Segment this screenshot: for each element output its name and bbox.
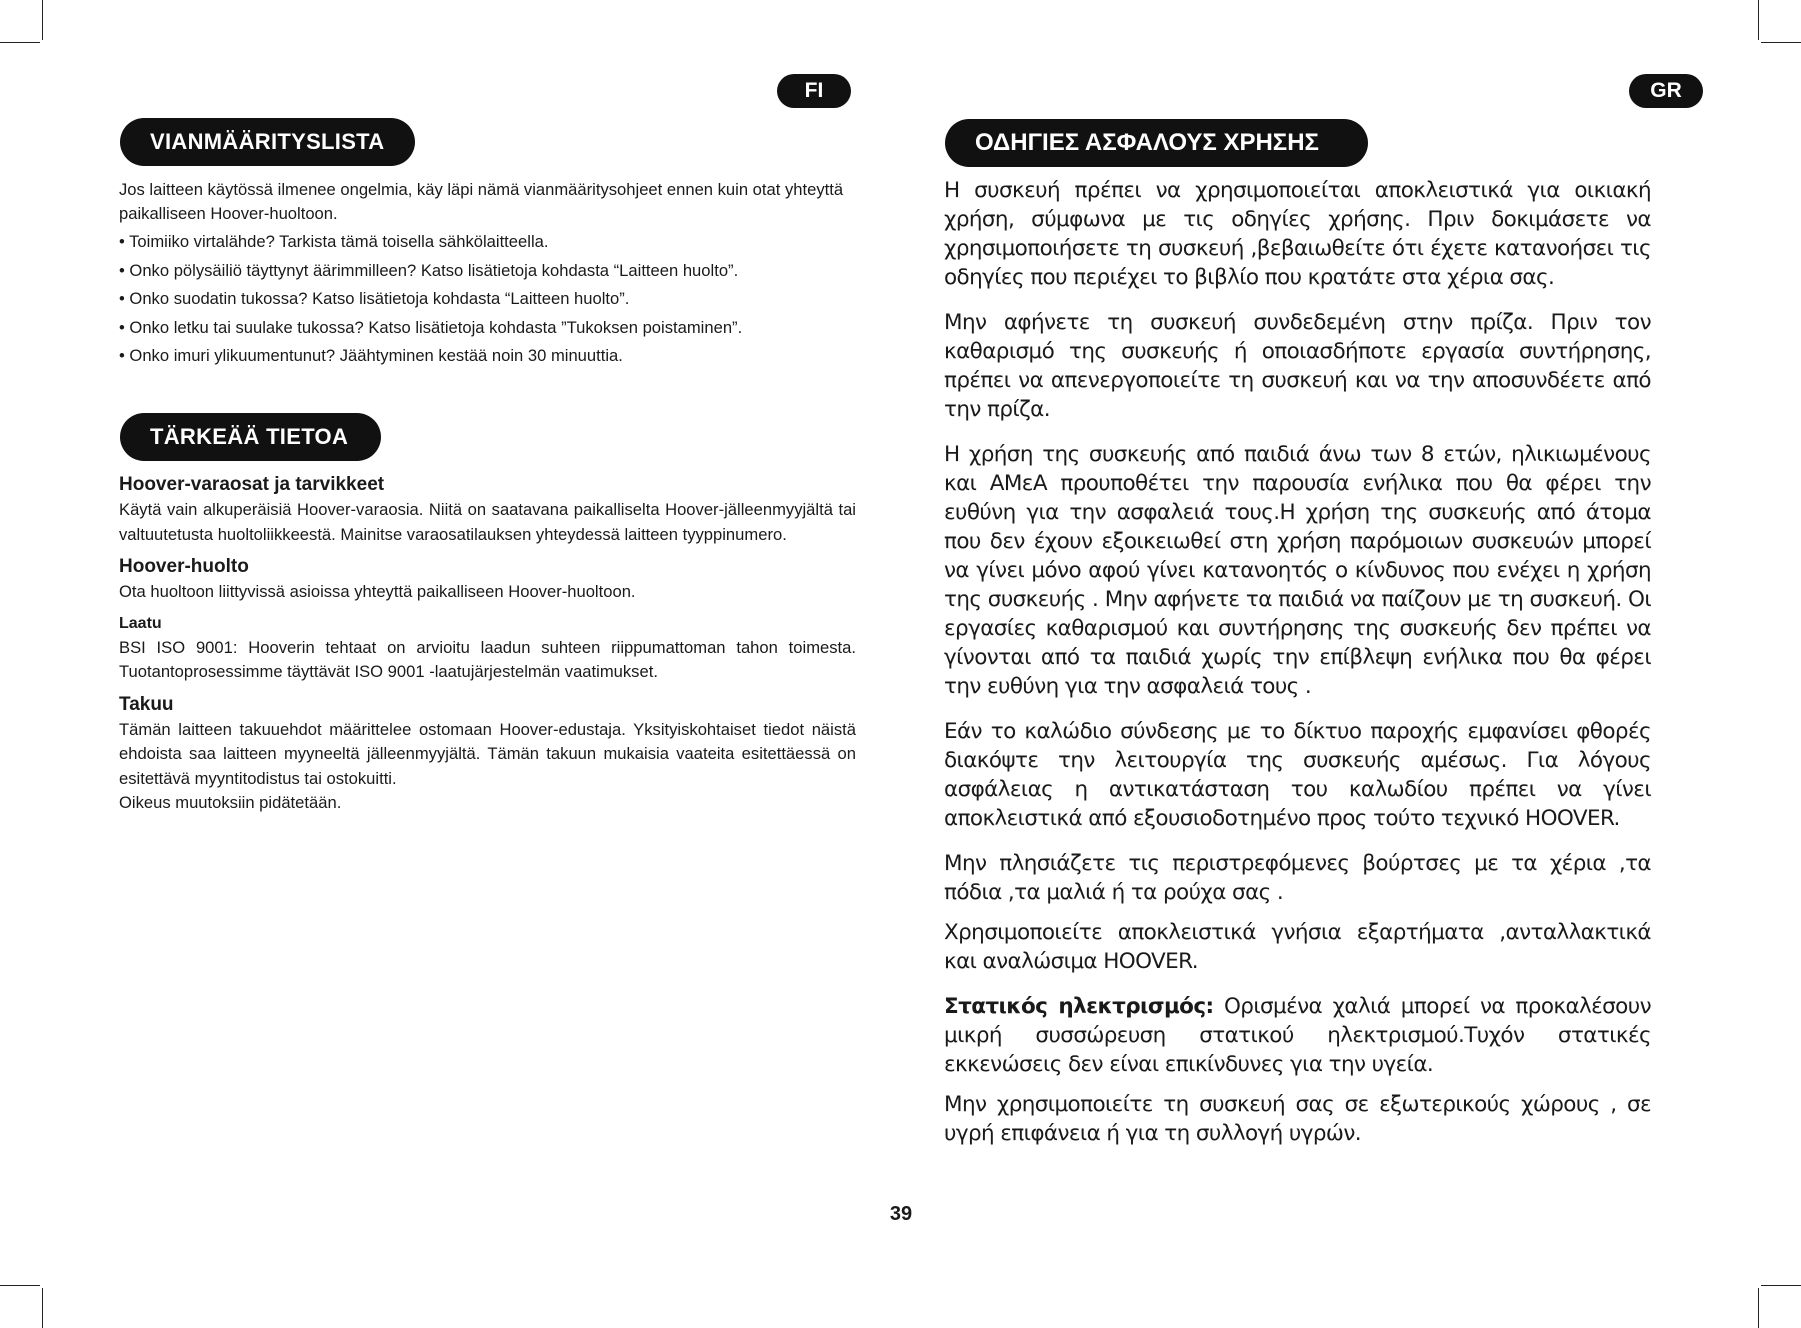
list-item: • Onko imuri ylikuumentunut? Jäähtyminen kestää noin 30 minuuttia. [119,346,623,365]
quality-block [119,612,856,685]
language-tab-gr: GR [1629,74,1703,108]
troubleshooting-list [119,230,856,368]
static-electricity-label: Στατικός ηλεκτρισμός: [944,994,1214,1019]
static-electricity-paragraph [944,992,1651,1079]
section-heading-troubleshooting: VIANMÄÄRITYSLISTA [120,118,415,166]
parts-text: Käytä vain alkuperäisiä Hoover-varaosia. Niitä on saatavana paikalliselta Hoover-jälleenmyyjältä tai valtuutetusta huoltoliikkeestä. Mainitse varaosatilauksen yhteydessä laitteen tyyppinumero. [119,500,856,544]
important-info-section [119,472,856,823]
static-electricity-text: Ορισμένα χαλιά μπορεί να προκαλέσουν μικρή συσσώρευση στατικού ηλεκτρισμού.Τυχόν στατικές εκκενώσεις δεν είναι επικίνδυνες για την υγεία. [944,994,1651,1077]
crop-mark [1761,1285,1801,1286]
warranty-heading: Takuu [119,693,174,715]
troubleshooting-intro: Jos laitteen käytössä ilmenee ongelmia, käy läpi nämä vianmääritysohjeet ennen kuin otat yhteyttä paikalliseen Hoover-huoltoon. [119,180,844,223]
safety-paragraph: Μην χρησιμοποιείτε τη συσκευή σας σε εξωτερικούς χώρους , σε υγρή επιφάνεια ή για τη συλλογή υγρών. [944,1092,1651,1146]
crop-mark [42,1288,43,1328]
section-heading-safety: ΟΔΗΓΙΕΣ ΑΣΦΑΛΟΥΣ ΧΡΗΣΗΣ [945,119,1368,167]
service-text: Ota huoltoon liittyvissä asioissa yhteyttä paikalliseen Hoover-huoltoon. [119,582,636,601]
page-number: 39 [889,1203,913,1225]
list-item: • Toimiiko virtalähde? Tarkista tämä toisella sähkölaitteella. [119,232,549,251]
safety-instructions [944,176,1651,1164]
crop-mark [1761,42,1801,43]
parts-heading: Hoover-varaosat ja tarvikkeet [119,474,385,495]
warranty-block [119,692,856,816]
rights-text: Oikeus muutoksiin pidätetään. [119,793,342,812]
safety-paragraph: Μην πλησιάζετε τις περιστρεφόμενες βούρτσες με τα χέρια ,τα πόδια ,τα μαλιά ή τα ρούχα σας . [944,851,1651,905]
crop-mark [0,1285,40,1286]
list-item: • Onko letku tai suulake tukossa? Katso lisätietoja kohdasta ”Tukoksen poistaminen”. [119,317,743,337]
warranty-text: Tämän laitteen takuuehdot määrittelee ostomaan Hoover-edustaja. Yksityiskohtaiset tiedot näistä ehdoista saa laitteen myyneeltä jälleenmyyjältä. Tämän takuun mukaisia vaateita esitettäessä on esitettävä myyntitodistus tai ostokuitti. [119,719,856,788]
quality-text: BSI ISO 9001: Hooverin tehtaat on arvioitu laadun suhteen riippumattoman tahon toimesta. Tuotantoprosessimme täyttävät ISO 9001 -laatujärjestelmän vaatimukset. [119,637,856,681]
language-tab-fi: FI [777,74,851,108]
crop-mark [0,42,40,43]
service-heading: Hoover-huolto [119,556,249,577]
crop-mark [1758,1288,1759,1328]
crop-mark [1758,0,1759,40]
troubleshooting-section [119,178,856,373]
safety-paragraph: Εάν το καλώδιο σύνδεσης με το δίκτυο παροχής εμφανίσει φθορές διακόψτε την λειτουργία της συσκευής αμέσως. Για λόγους ασφάλειας η αντικατάσταση του καλωδίου πρέπει να γίνει αποκλειστικά από εξουσιοδοτημένο προς τούτο τεχνικό HOOVER. [944,719,1651,831]
crop-mark [42,0,43,40]
service-block [119,554,856,605]
safety-paragraph: Η συσκευή πρέπει να χρησιμοποιείται αποκλειστικά για οικιακή χρήση, σύμφωνα με τις οδηγίες χρήσης. Πριν δοκιμάσετε να χρησιμοποιήσετε τη συσκευή ,βεβαιωθείτε ότι έχετε κατανοήσει τις οδηγίες που περιέχει το βιβλίο που κρατάτε στα χέρια σας. [944,178,1651,290]
safety-paragraph: Η χρήση της συσκευής από παιδιά άνω των 8 ετών, ηλικιωμένους και ΑΜεΑ προυποθέτει την παρουσία ενήλικα που θα φέρει την ευθύνη για την ασφαλειά τους.Η χρήση της συσκευής από άτομα που δεν έχουν εξοικειωθεί στη χρήση παρόμοιων συσκευών μπορεί να γίνει μόνο αφού γίνει κατανοητός ο κίνδυνος που ενέχει η χρήση της συσκευής . Μην αφήνετε τα παιδιά να παίζουν με τη συσκευή. Οι εργασίες καθαρισμού και συντήρησης της συσκευής δεν πρέπει να γίνονται από τα παιδιά χωρίς την επίβλεψη ενήλικα που θα φέρει την ευθύνη για την ασφαλειά τους . [944,442,1651,699]
list-item: • Onko suodatin tukossa? Katso lisätietoja kohdasta “Laitteen huolto”. [119,289,630,308]
safety-paragraph: Μην αφήνετε τη συσκευή συνδεδεμένη στην πρίζα. Πριν τον καθαρισμό της συσκευής ή οποιασδήποτε εργασία συντήρησης, πρέπει να απενεργοποιείτε τη συσκευή και να την αποσυνδέετε από την πρίζα. [944,310,1651,422]
safety-paragraph: Χρησιμοποιείτε αποκλειστικά γνήσια εξαρτήματα ,ανταλλακτικά και αναλώσιμα HOOVER. [944,920,1651,974]
quality-heading: Laatu [119,614,162,632]
parts-block [119,472,856,547]
section-heading-important-info: TÄRKEÄÄ TIETOA [120,413,381,461]
list-item: • Onko pölysäiliö täyttynyt äärimmilleen? Katso lisätietoja kohdasta “Laitteen huolto”. [119,260,739,280]
